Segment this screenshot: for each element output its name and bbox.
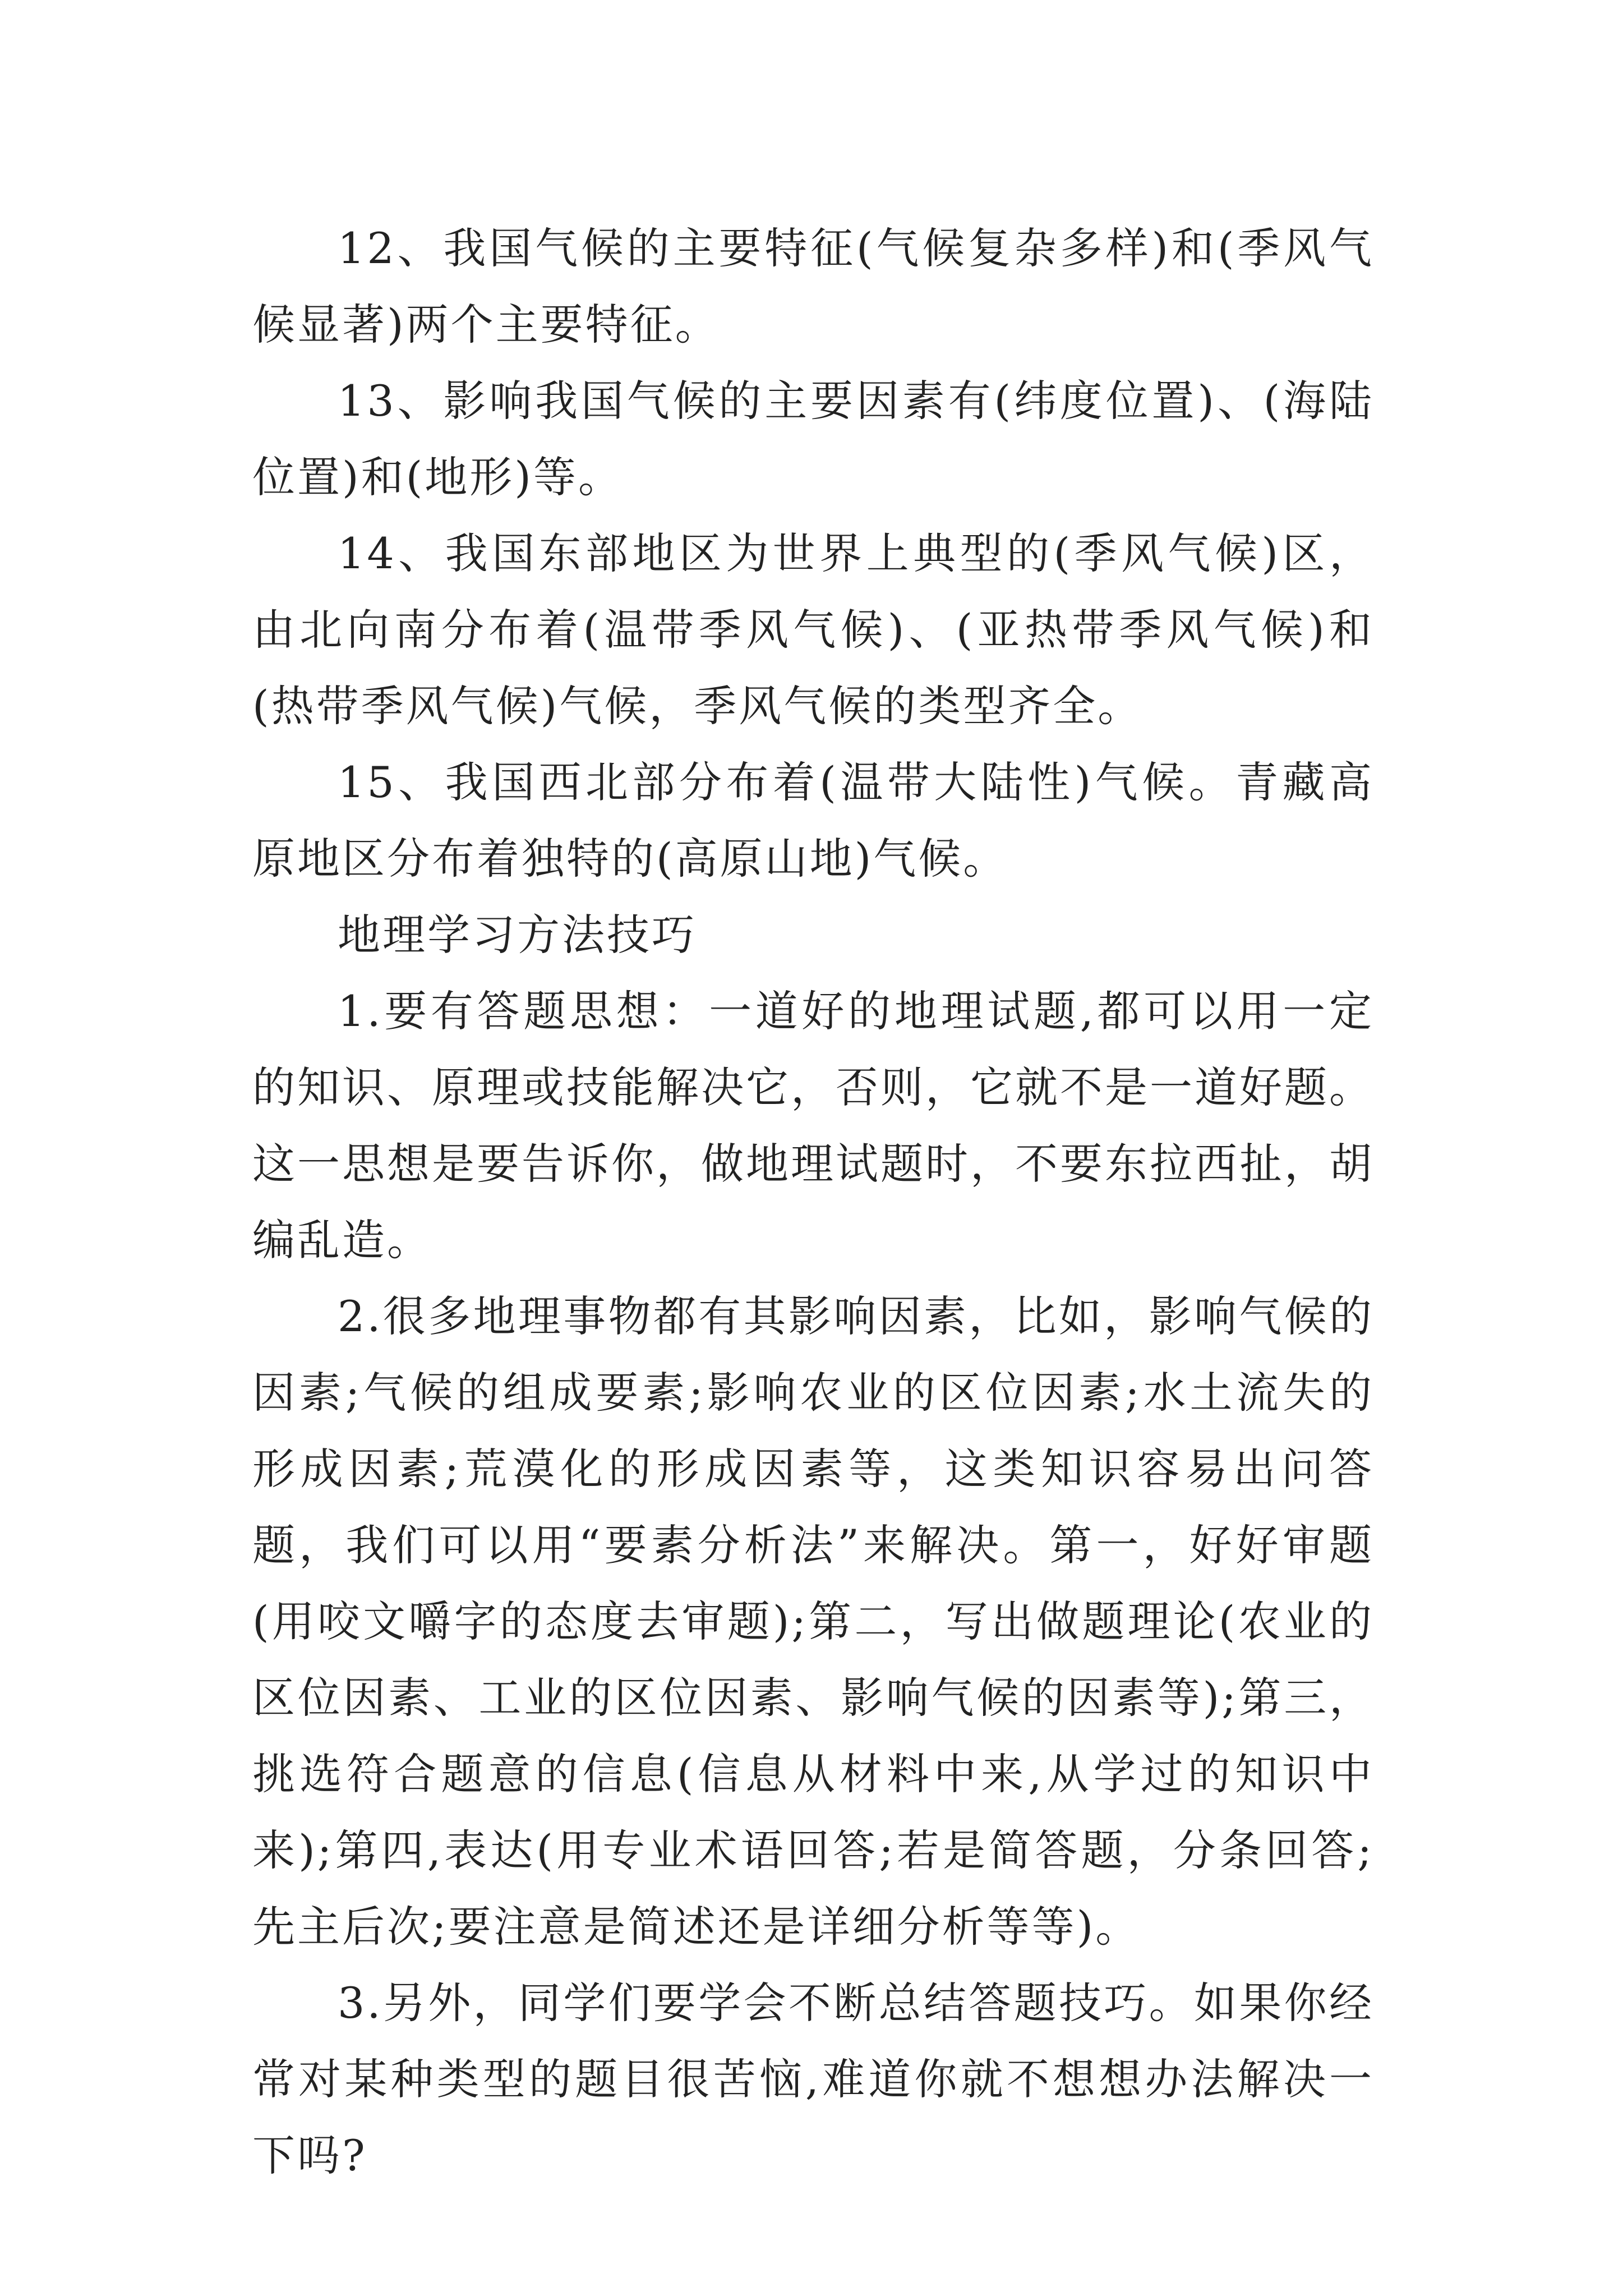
method-item-2: 2.很多地理事物都有其影响因素，比如，影响气候的因素;气候的组成要素;影响农业的区位因素;水土流失的形成因素;荒漠化的形成因素等，这类知识容易出问答题，我们可以用“要素分析法”来解决。第一，好好审题(用咬文嚼字的态度去审题);第二，写出做题理论(农业的区位因素、工业的区位因素、影响气候的因素等);第三，挑选符合题意的信息(信息从材料中来,从学过的知识中来);第四,表达(用专业术语回答;若是简答题，分条回答;先主后次;要注意是简述还是详细分析等等)。 — [252, 1291, 1374, 1952]
paragraph-item-14: 14、我国东部地区为世界上典型的(季风气候)区，由北向南分布着(温带季风气候)、(亚热带季风气候)和(热带季风气候)气候，季风气候的类型齐全。 — [252, 528, 1374, 731]
document-body — [252, 210, 1374, 2194]
method-item-3: 3.另外，同学们要学会不断总结答题技巧。如果你经常对某种类型的题目很苦恼,难道你就不想想办法解决一下吗? — [252, 1978, 1374, 2180]
paragraph-item-13: 13、影响我国气候的主要因素有(纬度位置)、(海陆位置)和(地形)等。 — [252, 376, 1374, 502]
method-item-1: 1.要有答题思想：一道好的地理试题,都可以用一定的知识、原理或技能解决它，否则，它就不是一道好题。这一思想是要告诉你，做地理试题时，不要东拉西扯，胡编乱造。 — [252, 986, 1374, 1265]
paragraph-item-15: 15、我国西北部分布着(温带大陆性)气候。青藏高原地区分布着独特的(高原山地)气候。 — [252, 757, 1374, 884]
section-heading: 地理学习方法技巧 — [338, 910, 697, 960]
paragraph-item-12: 12、我国气候的主要特征(气候复杂多样)和(季风气候显著)两个主要特征。 — [252, 223, 1374, 349]
